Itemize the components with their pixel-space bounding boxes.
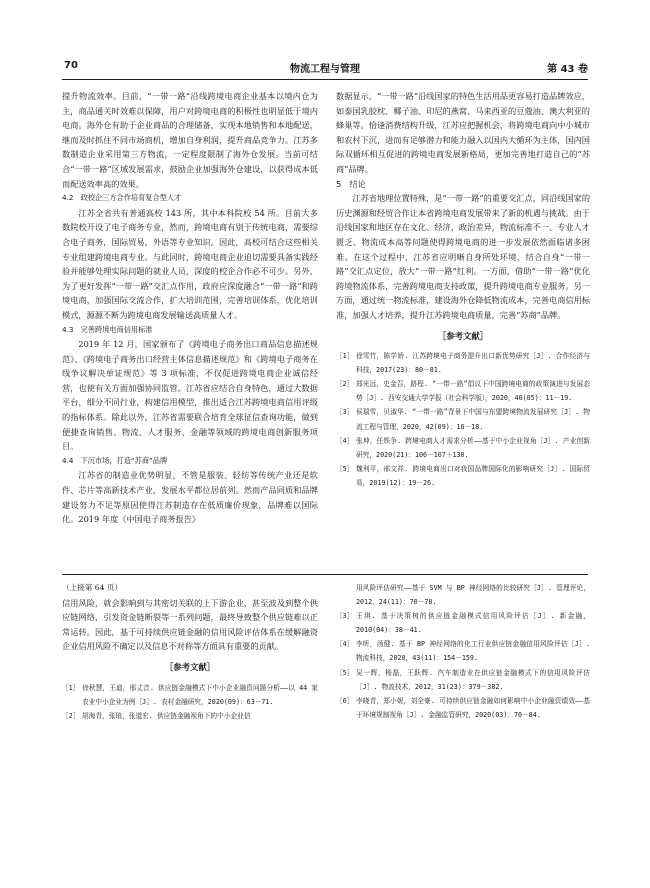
- reference-item: ［5］ 吴一辉，杨磊，王跃辉. 汽车制造业在供应链金融模式下的信用风险评估［J］. 物流技术，2012，31(23)：379－382.: [336, 668, 590, 691]
- page-number: 70: [64, 60, 78, 71]
- upper-left-column: [62, 89, 318, 527]
- paragraph: 提升物流效率。目前，“一带一路”沿线跨境电商企业基本以境内仓为主，商品通关时效难以保障，用户对跨境电商的积极性也明显低于境内电商。海外仓有助于企业商品的合理储备，实现本地销售和本地配送，继而及时抓住不同市场商机，增加自身利润，提升商品竞争力。江苏多数制造企业采用第三方物流，一定程度限制了海外仓发展。当前可结合“一带一路”区域发展需求，鼓励企业加强海外仓建设，以获得成本低而配送效率高的效果。: [62, 91, 318, 189]
- lower-left-column: [62, 581, 318, 723]
- upper-right-column: [336, 89, 590, 490]
- section-heading-5: 5 结论: [336, 178, 366, 189]
- reference-item: ［6］ 李晓青，郑小妮，刘全豪. 可持续供应链金融如何影响中小企业融资绩效——基于环境规制视角［J］. 金融监管研究，2020(03)：70－84.: [336, 696, 590, 719]
- reference-item: ［2］ 郑光远，史金召，路程. “一带一路”倡议下中国跨境电商的政策演进与发展态势［J］. 西安交通大学学报（社会科学版），2020，40(05)：11－19.: [336, 380, 590, 403]
- article-separator: [62, 574, 588, 575]
- paragraph: 数据显示，“一带一路”沿线国家的特色生活用品更容易打造品牌效应，如泰国乳胶枕、椰子油、印尼的燕窝、马来西亚的豆蔻油、澳大利亚的蜂巢等。恰逢消费结构升级，江苏应把握机会，将跨境电商向中小城市和农村下沉，进而有足够潜力和能力融入以国内大循环为主体，国内国际双循环相互促进的跨境电商发展新格局，更加完善地打造自己的“苏商”品牌。: [336, 91, 590, 174]
- reference-item: ［2］ 胡海青，张琅，张道宏. 供应链金融视角下的中小企业信: [62, 711, 251, 720]
- reference-list: [336, 349, 590, 490]
- section-heading-4-2: 4.2 政校企三方合作培育复合型人才: [62, 193, 182, 203]
- paragraph: 江苏省的制造业优势明显，不管是服装、轻纺等传统产业还是软件、芯片等高新技术产业，发展水平都位居前列。然而产品同质和品牌建设努力不足等原因使得江苏制造存在低质廉价现象，品牌难以国际化。2019 年度《中国电子商务报告》: [62, 470, 318, 525]
- reference-item: ［4］ 李昕，汤健. 基于 BP 神经网络的化工行业供应链金融信用风险评估［J］. 物流科技，2020，43(11)：154－159.: [336, 640, 590, 663]
- reference-list: [336, 581, 590, 722]
- paragraph: 2019 年 12 月，国家颁布了《跨境电子商务出口商品信息描述规范》、《跨境电子商务出口经营主体信息描述规范》和《跨境电子商务在线争议解决单证规范》等 3 项标准，不仅促进跨境电商企业诚信经营，也使有关方面加强协同监管。江苏省应结合自身特色，通过大数据平台，细分不同行业，构建信用模型，推出适合江苏跨境电商信用评级的指标体系。除此以外，江苏省需要联合培育全球征信查询功能，做到便捷查询销售、物流、人才服务、金融等领域的跨境电商创新服务项目。: [62, 339, 318, 452]
- reference-item: 用风险评估研究——基于 SVM 与 BP 神经网络的比较研究［J］. 管理评论，2012，24(11)：70－78.: [356, 584, 590, 607]
- reference-item: ［1］ 徐秋慧，王迪，邢丈音. 供应链金融模式下中小企业融资问题分析——以 44 家农业中小企业为例［J］. 农村金融研究，2020(09)：63－71.: [62, 683, 318, 706]
- reference-item: ［3］ 王琪. 基于决策树的供应链金融模式信用风险评估［J］. 新金融，2010(04)：38－41.: [336, 612, 590, 635]
- reference-item: ［4］ 张坤，任铁争. 跨境电商人才需求分析——基于中小企业视角［J］. 产业创新研究，2020(21)：106－107＋130.: [336, 436, 590, 459]
- reference-list: [62, 681, 318, 723]
- paragraph: 江苏省地理位置特殊，是“一带一路”的重要交汇点，同沿线国家的历史渊源和经贸合作让本省跨境电商发展带来了新的机遇与挑战。由于沿线国家和地区存在文化、经济、政治差异，物流标准不一、专业人才匮乏、物流成本高等问题使得跨境电商的进一步发展依然面临诸多困难。在这个过程中，江苏省应明晰自身所处环境，结合自身“一带一路”交汇点定位，放大“一带一路”红利。一方面，借助“一带一路”优化跨境物流体系，完善跨境电商支持政策，提升跨境电商专业服务。另一方面，通过统一物流标准，建设海外仓降低物流成本，完善电商信用标准，加强人才培养，提升江苏跨境电商质量，完善“苏商”品牌。: [336, 193, 591, 320]
- paragraph: 信用风险，就会影响到与其密切关联的上下游企业，甚至波及到整个供应链网络，引发资金链断裂等一系列问题，最终导致整个供应链难以正常运转。因此，基于可持续供应链金融的信用风险评估体系在缓解融资企业信用风险不确定以及信息不对称等方面具有重要的贡献。: [62, 597, 318, 652]
- lower-right-column: [336, 581, 590, 722]
- paragraph: 江苏全省共有普通高校 143 所，其中本科院校 54 所。目前大多数院校开设了电子商务专业，然而，跨境电商有别于传统电商，需要综合电子商务，国际贸易，外语等专业知识。因此，高校可结合这些相关专业组建跨境电商专业。与此同时，跨境电商企业迫切需要具备实践经验并能够处理实际问题的就业人员，深度的校企合作必不可少。另外，为了更好发挥“一带一路”交汇点作用，政府应深度融合“一带一路”和跨境电商，加强国际交流合作，扩大培训范围，完善培训体系，优化培训模式，源源不断为跨境电商发展输送高质量人才。: [62, 207, 318, 320]
- volume-label: 第 43 卷: [547, 64, 588, 75]
- reference-item: ［5］ 魏利平，邢文祥. 跨境电商出口对我国品牌国际化的影响研究［J］. 国际贸易，2019(12)：19－26.: [336, 464, 590, 487]
- references-heading: ［参考文献］: [164, 661, 216, 672]
- reference-item: ［3］ 侯瑞雪，贝淑华. “一带一路”背景下中国与东盟跨境物流发展研究［J］. 物流工程与管理，2020，42(09)：16－18.: [336, 408, 590, 431]
- running-header: [62, 60, 588, 76]
- references-heading: ［参考文献］: [437, 330, 489, 341]
- continued-from-label: （上接第 64 页）: [62, 583, 123, 592]
- reference-item: ［1］ 徐雪竹，陈学娇. 江苏跨境电子商务提升出口新优势研究［J］. 合作经济与科技，2017(23)：80－81.: [336, 352, 590, 375]
- header-rule: [62, 79, 588, 80]
- section-heading-4-4: 4.4 下沉市场，打造“苏商”品牌: [62, 455, 168, 465]
- journal-title: 物流工程与管理: [290, 64, 360, 75]
- section-heading-4-3: 4.3 完善跨境电商信用标准: [62, 324, 153, 334]
